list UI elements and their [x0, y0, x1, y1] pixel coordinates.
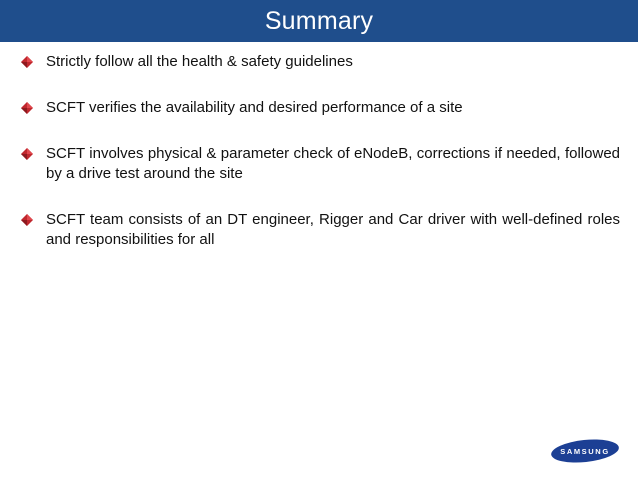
samsung-logo [550, 438, 620, 464]
bullet-item [20, 144, 620, 184]
red-diamond-bullet-icon [20, 101, 34, 115]
slide-title: Summary [264, 7, 374, 35]
bullet-text: Strictly follow all the health & safety guidelines [46, 53, 353, 70]
bullet-text: SCFT team consists of an DT engineer, Rigger and Car driver with well-defined roles and responsibilities for all [46, 211, 620, 248]
red-diamond-bullet-icon [20, 55, 34, 69]
bullet-item [20, 98, 620, 118]
bullet-item [20, 210, 620, 250]
logo-text: SAMSUNG [560, 446, 610, 456]
bullet-text: SCFT verifies the availability and desired performance of a site [46, 99, 463, 116]
red-diamond-bullet-icon [20, 147, 34, 161]
bullet-item [20, 52, 620, 72]
bullet-list [20, 52, 620, 276]
red-diamond-bullet-icon [20, 213, 34, 227]
title-bar [0, 0, 638, 42]
bullet-text: SCFT involves physical & parameter check of eNodeB, corrections if needed, followed by a drive test around the site [46, 145, 620, 182]
